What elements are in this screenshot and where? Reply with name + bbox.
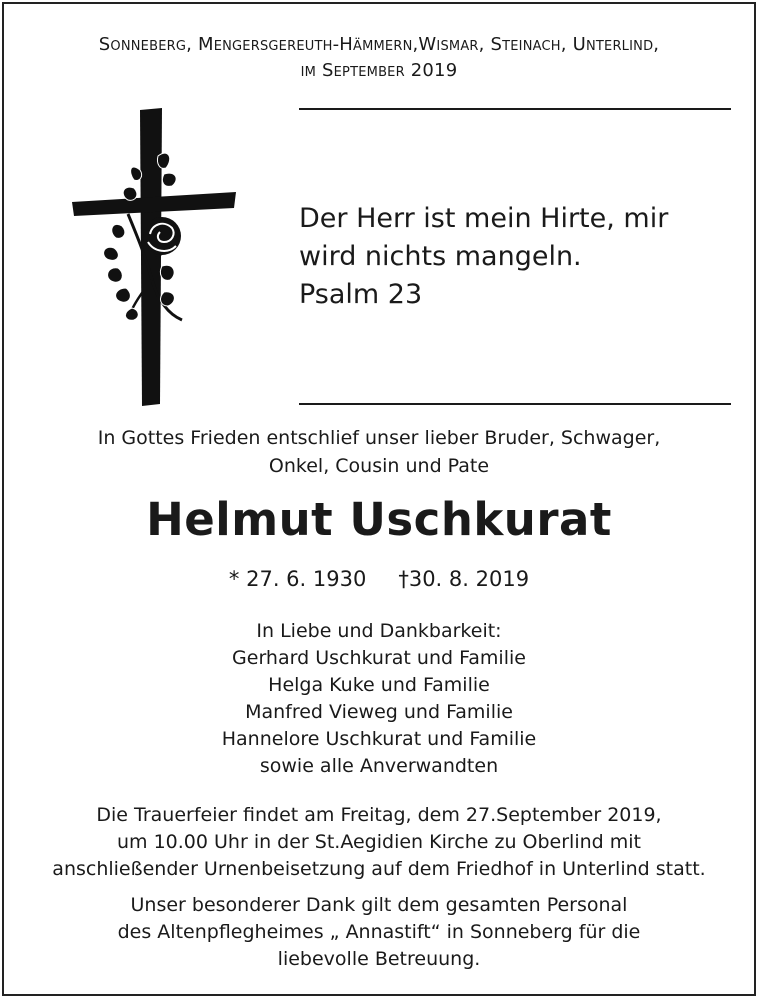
mourners-heading: In Liebe und Dankbarkeit: bbox=[256, 620, 502, 642]
mourner-name: Hannelore Uschkurat und Familie bbox=[221, 728, 537, 750]
mourner-name: Manfred Vieweg und Familie bbox=[245, 701, 513, 723]
date-line: im September 2019 bbox=[300, 60, 458, 81]
divider-top bbox=[299, 108, 731, 110]
intro-text bbox=[4, 424, 754, 480]
intro-line: In Gottes Frieden entschlief unser lieber Bruder, Schwager, bbox=[97, 427, 661, 449]
divider-bottom bbox=[299, 403, 731, 405]
psalm-line: wird nichts mangeln. bbox=[299, 241, 582, 272]
service-line: um 10.00 Uhr in der St.Aegidien Kirche zu Oberlind mit bbox=[117, 831, 641, 853]
service-line: Die Trauerfeier findet am Freitag, dem 27.September 2019, bbox=[96, 804, 662, 826]
intro-line: Onkel, Cousin und Pate bbox=[268, 455, 490, 477]
life-dates bbox=[4, 564, 754, 594]
places-line: Sonneberg, Mengersgereuth-Hämmern,Wismar, Steinach, Unterlind, bbox=[98, 34, 660, 55]
psalm-line: Der Herr ist mein Hirte, mir bbox=[299, 203, 669, 234]
mourners-list bbox=[4, 618, 754, 780]
funeral-service-info bbox=[4, 802, 754, 883]
mourner-name: Helga Kuke und Familie bbox=[268, 674, 490, 696]
birth-date: * 27. 6. 1930 bbox=[228, 567, 367, 591]
mourner-name: Gerhard Uschkurat und Familie bbox=[232, 647, 526, 669]
psalm-reference: Psalm 23 bbox=[299, 279, 423, 310]
places-header bbox=[4, 32, 754, 84]
thanks-text bbox=[4, 892, 754, 973]
thanks-line: des Altenpflegheimes „ Annastift“ in Sonneberg für die bbox=[117, 921, 641, 943]
obituary-notice bbox=[2, 2, 756, 996]
thanks-line: Unser besonderer Dank gilt dem gesamten Personal bbox=[130, 894, 628, 916]
death-date: †30. 8. 2019 bbox=[398, 567, 530, 591]
psalm-quote bbox=[299, 200, 729, 314]
mourner-name: sowie alle Anverwandten bbox=[259, 755, 499, 777]
thanks-line: liebevolle Betreuung. bbox=[277, 948, 481, 970]
service-line: anschließender Urnenbeisetzung auf dem Friedhof in Unterlind statt. bbox=[52, 858, 706, 880]
cross-with-rose-icon bbox=[68, 108, 244, 408]
deceased-name: Helmut Uschkurat bbox=[146, 493, 612, 546]
